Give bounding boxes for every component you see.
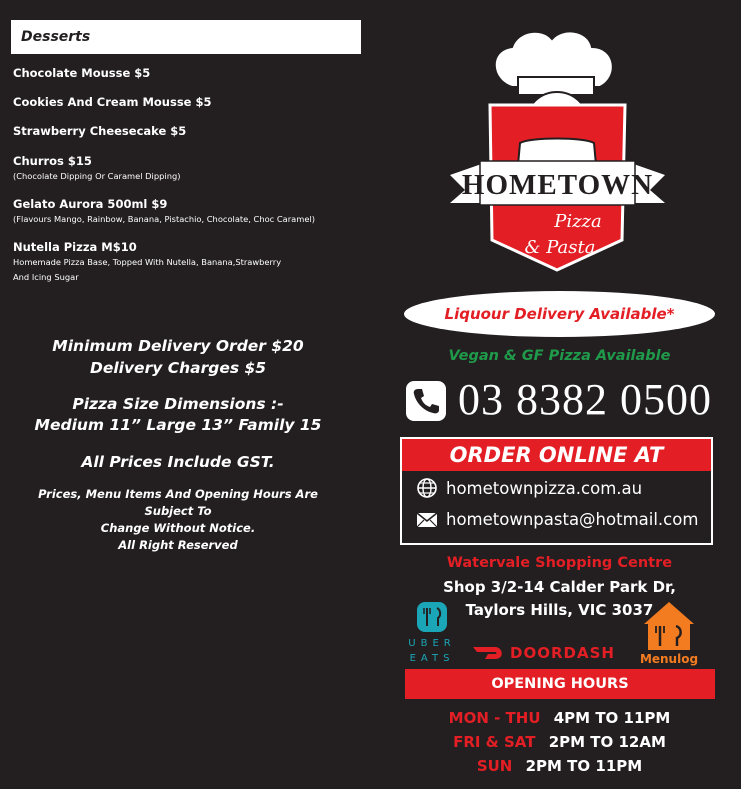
doordash-text: DOORDASH bbox=[510, 644, 615, 662]
brand-line-3: & Pasta bbox=[524, 237, 596, 258]
dessert-item bbox=[13, 197, 315, 226]
hours-day: MON - THU bbox=[448, 709, 541, 727]
email-row[interactable] bbox=[416, 510, 698, 529]
uber-eats-logo[interactable] bbox=[404, 600, 460, 666]
dessert-item bbox=[13, 124, 186, 138]
disclaimer-line: Subject To bbox=[144, 504, 212, 518]
hours-time: 2PM TO 12AM bbox=[548, 733, 666, 751]
liquor-delivery-badge: Liquour Delivery Available* bbox=[404, 291, 715, 337]
phone-number[interactable]: 03 8382 0500 bbox=[458, 375, 712, 424]
menulog-logo[interactable] bbox=[632, 600, 707, 668]
dessert-name: Cookies And Cream Mousse $5 bbox=[13, 95, 212, 109]
doordash-logo[interactable] bbox=[473, 640, 623, 666]
uber-text: UBER bbox=[408, 638, 456, 649]
min-order-text: Minimum Delivery Order $20 bbox=[52, 337, 304, 355]
phone-icon bbox=[406, 381, 446, 421]
address-street: Shop 3/2-14 Calder Park Dr, bbox=[443, 578, 676, 596]
dessert-name: Strawberry Cheesecake $5 bbox=[13, 124, 187, 138]
email-link[interactable]: hometownpasta@hotmail.com bbox=[446, 510, 699, 529]
dessert-note: And Icing Sugar bbox=[13, 272, 79, 282]
dessert-note: Homemade Pizza Base, Topped With Nutella, Banana,Strawberry bbox=[13, 257, 282, 267]
hours-row bbox=[404, 709, 715, 727]
order-online-title: ORDER ONLINE AT bbox=[402, 439, 711, 471]
website-link[interactable]: hometownpizza.com.au bbox=[446, 478, 643, 498]
disclaimer-line: Change Without Notice. bbox=[100, 521, 256, 535]
dessert-name: Nutella Pizza M$10 bbox=[13, 240, 137, 254]
doordash-icon bbox=[473, 645, 505, 661]
hours-row bbox=[404, 733, 715, 751]
disclaimer-line: Prices, Menu Items And Opening Hours Are bbox=[38, 487, 318, 501]
brand-name: HOMETOWN bbox=[461, 169, 654, 201]
delivery-charges-text: Delivery Charges $5 bbox=[89, 359, 267, 377]
website-row[interactable] bbox=[416, 477, 642, 499]
hours-day: SUN bbox=[476, 757, 513, 775]
order-online-box bbox=[400, 437, 713, 545]
size-title: Pizza Size Dimensions :- bbox=[72, 395, 284, 413]
gst-text: All Prices Include GST. bbox=[81, 453, 275, 471]
dessert-note: (Flavours Mango, Rainbow, Banana, Pistachio, Chocolate, Choc Caramel) bbox=[13, 214, 315, 224]
hometown-logo bbox=[450, 25, 665, 285]
mail-icon bbox=[416, 511, 438, 529]
disclaimer-line: All Right Reserved bbox=[118, 538, 238, 552]
dessert-name: Gelato Aurora 500ml $9 bbox=[13, 197, 168, 211]
dessert-item bbox=[13, 66, 150, 80]
size-values: Medium 11” Large 13” Family 15 bbox=[34, 416, 322, 434]
shopping-centre-name: Watervale Shopping Centre bbox=[446, 555, 673, 571]
brand-line-2: Pizza bbox=[554, 211, 602, 232]
desserts-header: Desserts bbox=[11, 20, 361, 54]
menulog-text: Menulog bbox=[639, 652, 699, 666]
globe-icon bbox=[416, 477, 438, 499]
dessert-item bbox=[13, 95, 212, 109]
dessert-name: Chocolate Mousse $5 bbox=[13, 66, 151, 80]
opening-hours-title: OPENING HOURS bbox=[405, 669, 715, 699]
eats-text: EATS bbox=[409, 653, 455, 664]
hours-time: 2PM TO 11PM bbox=[525, 757, 643, 775]
dessert-item bbox=[13, 154, 180, 183]
hours-day: FRI & SAT bbox=[453, 733, 536, 751]
dessert-item bbox=[13, 240, 281, 285]
address-suburb: Taylors Hills, VIC 3037 bbox=[465, 601, 654, 619]
dessert-note: (Chocolate Dipping Or Caramel Dipping) bbox=[13, 171, 181, 181]
dessert-name: Churros $15 bbox=[13, 154, 92, 168]
hours-row bbox=[404, 757, 715, 775]
hours-time: 4PM TO 11PM bbox=[553, 709, 671, 727]
vegan-gf-text: Vegan & GF Pizza Available bbox=[448, 348, 671, 364]
